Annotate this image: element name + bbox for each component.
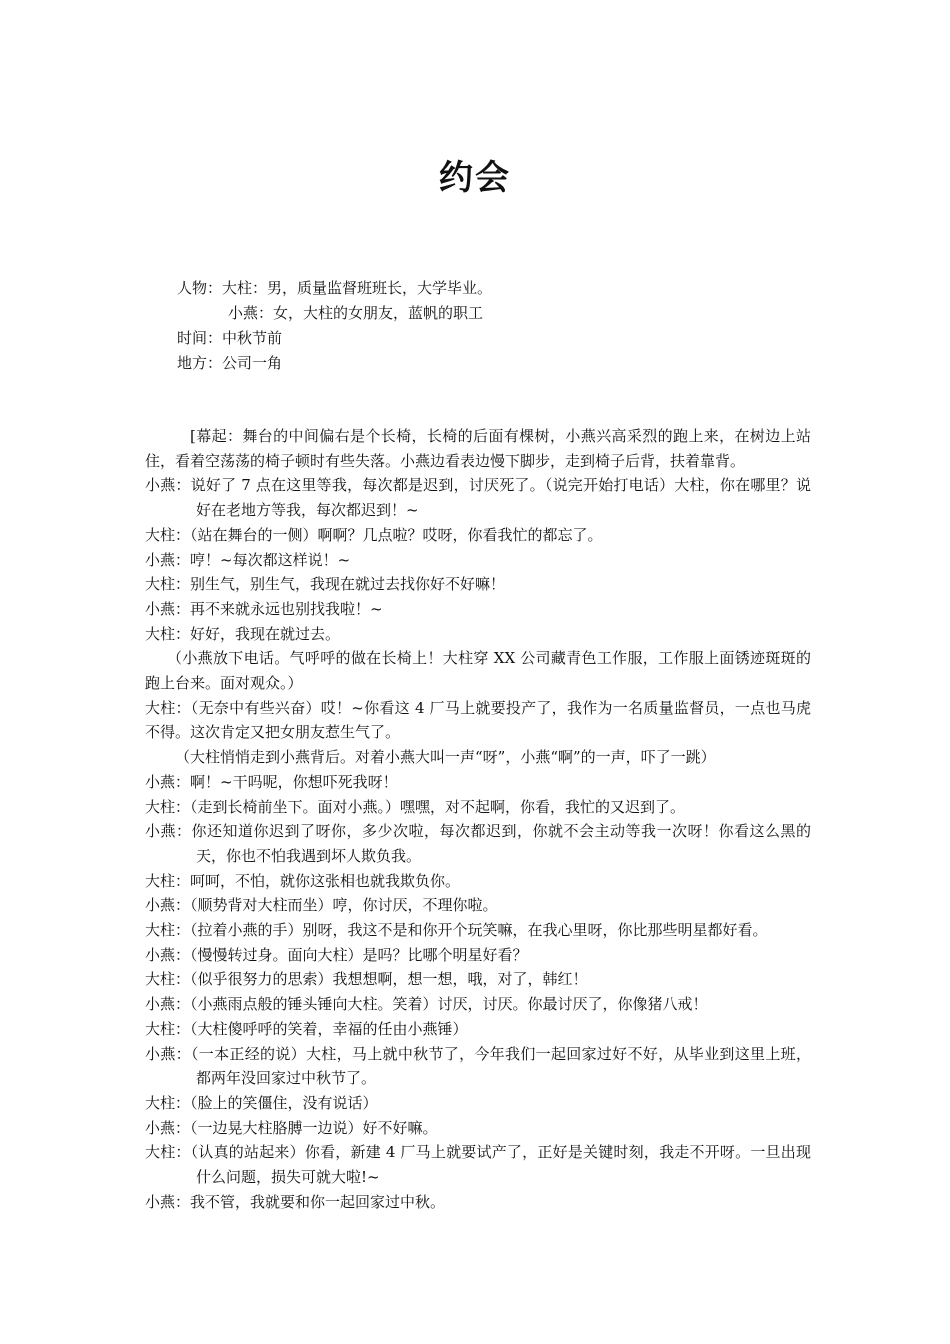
characters-label: 人物： xyxy=(177,279,223,297)
stage-direction: （小燕放下电话。气呼呼的做在长椅上！大柱穿 XX 公司藏青色工作服，工作服上面锈迹斑斑的跑上台来。面对观众。） xyxy=(145,649,811,693)
dialogue-line: 小燕：我不管，我就要和你一起回家过中秋。 xyxy=(145,1192,446,1211)
cast-list xyxy=(177,276,492,376)
dialogue-line: 小燕：再不来就永远也别找我啦！~ xyxy=(145,599,383,618)
character-xiaoyan: 小燕：女，大柱的女朋友，蓝帆的职工 xyxy=(228,304,484,322)
page-title: 约会 xyxy=(439,158,511,198)
dialogue-line: 大柱：（认真的站起来）你看，新建 4 厂马上就要试产了，正好是关键时刻，我走不开呀。一旦出现什么问题，损失可就大啦!~ xyxy=(145,1143,811,1187)
dialogue-line: 大柱：（拉着小燕的手）别呀，我这不是和你开个玩笑嘛，在我心里呀，你比那些明星都好看。 xyxy=(145,921,768,940)
place-row: 地方：公司一角 xyxy=(177,354,283,372)
dialogue-line: 小燕：（小燕雨点般的锤头锤向大柱。笑着）讨厌，讨厌。你最讨厌了，你像猪八戒！ xyxy=(145,995,708,1014)
dialogue-line: 小燕：（一本正经的说）大柱，马上就中秋节了，今年我们一起回家过好不好，从毕业到这里上班，都两年没回家过中秋节了。 xyxy=(145,1044,811,1088)
dialogue-line: 大柱：别生气，别生气，我现在就过去找你好不好嘛！ xyxy=(145,575,506,594)
dialogue-line: 小燕：你还知道你迟到了呀你，多少次啦，每次都迟到，你就不会主动等我一次呀！你看这么黑的天，你也不怕我遇到坏人欺负我。 xyxy=(145,822,811,865)
dialogue-line: 大柱：（大柱傻呼呼的笑着，幸福的任由小燕锤） xyxy=(145,1019,468,1038)
dialogue-line: 大柱：（似乎很努力的思索）我想想啊，想一想，哦，对了，韩红！ xyxy=(145,970,588,989)
script-body xyxy=(145,424,811,1215)
time-row: 时间：中秋节前 xyxy=(177,329,283,347)
dialogue-line: 大柱：（走到长椅前坐下。面对小燕。）嘿嘿，对不起啊，你看，我忙的又迟到了。 xyxy=(145,797,686,816)
dialogue-line: 小燕：啊！~干吗呢，你想吓死我呀！ xyxy=(145,772,398,791)
dialogue-line: 小燕：说好了 7 点在这里等我，每次都是迟到，讨厌死了。（说完开始打电话）大柱，你在哪里？说好在老地方等我，每次都迟到！~ xyxy=(145,476,811,520)
stage-direction: [幕起：舞台的中间偏右是个长椅，长椅的后面有棵树，小燕兴高采烈的跑上来，在树边上站住，看着空荡荡的椅子顿时有些失落。小燕边看表边慢下脚步，走到椅子后背，扶着靠背。 xyxy=(145,427,811,470)
dialogue-line: 大柱：（无奈中有些兴奋）哎！~你看这 4 厂马上就要投产了，我作为一名质量监督员，一点也马虎不得。这次肯定又把女朋友惹生气了。 xyxy=(145,698,811,742)
dialogue-line: 大柱：（脸上的笑僵住，没有说话） xyxy=(145,1093,378,1112)
dialogue-line: 大柱：呵呵，不怕，就你这张相也就我欺负你。 xyxy=(145,871,461,890)
dialogue-line: 小燕：（一边晃大柱胳膊一边说）好不好嘛。 xyxy=(145,1118,438,1137)
character-dazhu: 大柱：男，质量监督班班长，大学毕业。 xyxy=(222,279,493,297)
dialogue-line: 小燕：（顺势背对大柱而坐）哼，你讨厌，不理你啦。 xyxy=(145,896,498,915)
dialogue-line: 大柱：好好，我现在就过去。 xyxy=(145,624,341,643)
dialogue-line: 小燕：哼！~每次都这样说！~ xyxy=(145,550,351,569)
stage-direction: （大柱悄悄走到小燕背后。对着小燕大叫一声“呀”，小燕“啊”的一声，吓了一跳） xyxy=(175,748,716,767)
characters-row xyxy=(177,276,492,301)
dialogue-line: 大柱：（站在舞台的一侧）啊啊？几点啦？哎呀，你看我忙的都忘了。 xyxy=(145,525,603,544)
dialogue-line: 小燕：（慢慢转过身。面向大柱）是吗？比哪个明星好看？ xyxy=(145,945,528,964)
